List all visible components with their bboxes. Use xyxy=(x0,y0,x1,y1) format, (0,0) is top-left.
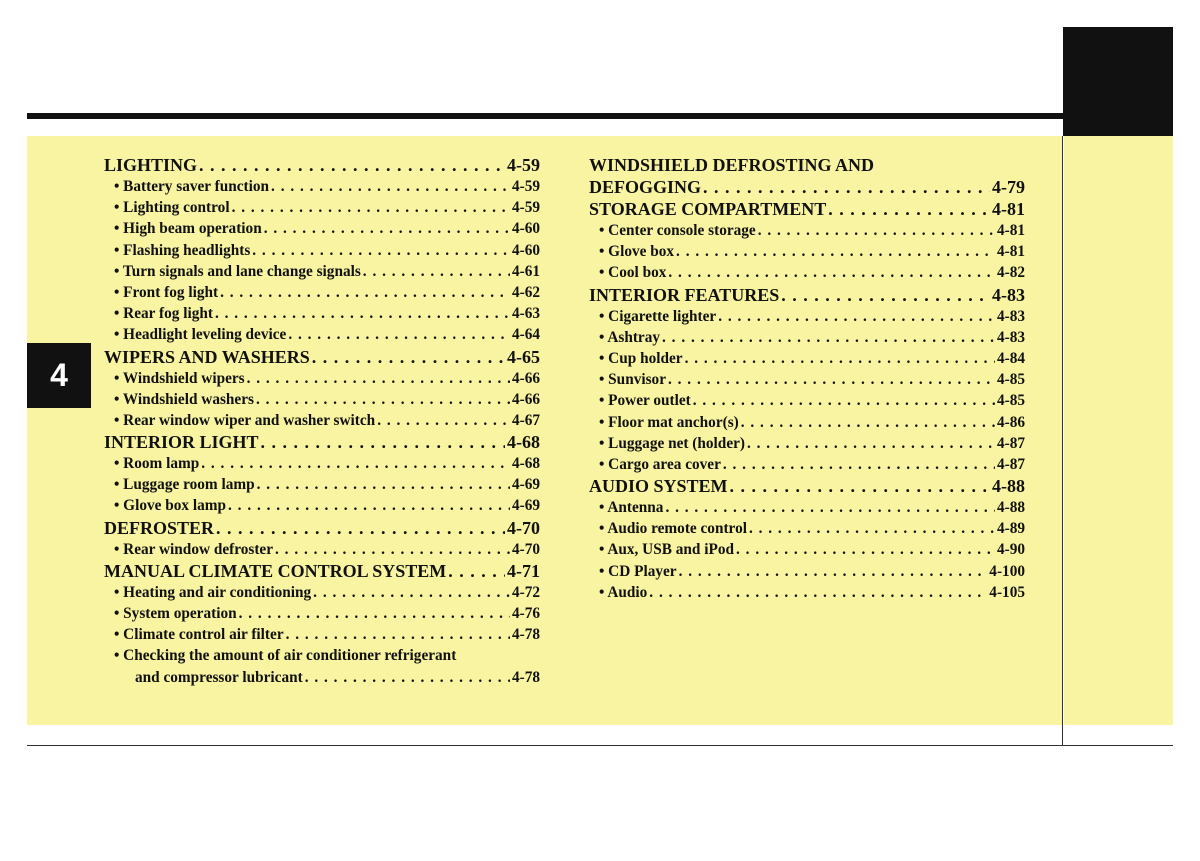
toc-entry-label: DEFROSTER xyxy=(104,517,215,538)
toc-page-number: 4-90 xyxy=(996,541,1025,559)
toc-leader-dots xyxy=(239,603,510,624)
toc-page-number: 4-63 xyxy=(511,305,540,323)
toc-entry-label: WINDSHIELD DEFROSTING AND xyxy=(589,155,875,175)
toc-page-number: 4-105 xyxy=(989,583,1025,601)
toc-page-number: 4-76 xyxy=(511,605,540,622)
toc-subentry[interactable] xyxy=(589,306,1025,327)
toc-page-number: 4-84 xyxy=(996,349,1025,367)
header-rule xyxy=(27,113,1063,119)
toc-leader-dots xyxy=(730,475,990,497)
toc-page-number: 4-83 xyxy=(992,284,1025,305)
toc-entry-label: • High beam operation xyxy=(114,220,262,238)
toc-entry-label: • Climate control air filter xyxy=(114,626,284,644)
toc-leader-dots xyxy=(736,539,995,560)
toc-leader-dots xyxy=(286,624,510,645)
toc-entry-label: • Power outlet xyxy=(599,392,691,410)
toc-leader-dots xyxy=(252,240,510,261)
toc-subentry[interactable] xyxy=(589,497,1025,518)
toc-entry-label: • Rear fog light xyxy=(114,305,213,323)
toc-page-number: 4-78 xyxy=(511,626,540,644)
toc-page-number: 4-87 xyxy=(996,455,1025,473)
toc-entry-label: • Headlight leveling device xyxy=(114,326,287,344)
toc-leader-dots xyxy=(275,539,510,560)
toc-leader-dots xyxy=(747,433,995,454)
toc-page-number: 4-66 xyxy=(511,390,540,408)
toc-entry-label: • Glove box lamp xyxy=(114,497,227,515)
toc-entry-label: • Cool box xyxy=(599,264,667,282)
toc-subentry[interactable] xyxy=(104,667,540,688)
toc-page-number: 4-60 xyxy=(511,220,540,238)
toc-page-number: 4-71 xyxy=(507,560,540,581)
toc-page-number: 4-83 xyxy=(996,328,1025,346)
toc-page-number: 4-69 xyxy=(511,497,540,515)
toc-entry-label: • Cigarette lighter xyxy=(599,307,717,325)
toc-leader-dots xyxy=(264,218,510,239)
toc-page-number: 4-83 xyxy=(996,307,1025,325)
toc-page-number: 4-88 xyxy=(996,499,1025,517)
toc-leader-dots xyxy=(363,261,510,282)
toc-page-number: 4-61 xyxy=(511,262,540,280)
toc-page-number: 4-87 xyxy=(996,434,1025,452)
toc-entry-label: • Audio xyxy=(599,583,648,601)
toc-leader-dots xyxy=(313,582,510,603)
toc-subentry[interactable] xyxy=(589,433,1025,454)
toc-entry-label: • Windshield washers xyxy=(114,390,254,408)
toc-section-entry[interactable] xyxy=(104,560,540,582)
toc-leader-dots xyxy=(199,154,505,176)
toc-entry-label: • Antenna xyxy=(599,499,664,517)
toc-section-entry[interactable] xyxy=(589,198,1025,220)
toc-entry-label: AUDIO SYSTEM xyxy=(589,476,728,497)
toc-leader-dots xyxy=(215,303,510,324)
toc-subentry[interactable] xyxy=(589,582,1025,603)
toc-page-number: 4-59 xyxy=(511,199,540,217)
toc-leader-dots xyxy=(758,220,995,241)
toc-entry-label: • Ashtray xyxy=(599,328,661,346)
toc-leader-dots xyxy=(718,306,995,327)
toc-entry-label: • Rear window defroster xyxy=(114,540,274,558)
toc-entry-label: MANUAL CLIMATE CONTROL SYSTEM xyxy=(104,560,447,581)
toc-entry-label: • Cargo area cover xyxy=(599,455,721,473)
toc-leader-dots xyxy=(685,348,995,369)
toc-subentry[interactable] xyxy=(589,327,1025,348)
toc-leader-dots xyxy=(271,176,510,197)
toc-entry-label: INTERIOR LIGHT xyxy=(104,432,259,453)
toc-leader-dots xyxy=(668,369,995,390)
chapter-header-block xyxy=(1063,27,1173,136)
toc-entry-label: DEFOGGING xyxy=(589,177,702,197)
toc-entry-label: • Turn signals and lane change signals xyxy=(114,262,361,280)
toc-leader-dots xyxy=(201,453,510,474)
toc-entry-label: LIGHTING xyxy=(104,155,198,175)
toc-page-number: 4-65 xyxy=(507,346,540,367)
toc-entry-label: • Battery saver function xyxy=(114,178,270,195)
toc-subentry[interactable] xyxy=(589,454,1025,475)
toc-entry-label: • Windshield wipers xyxy=(114,369,245,387)
toc-page-number: 4-89 xyxy=(996,520,1025,538)
toc-section-entry[interactable] xyxy=(104,517,540,539)
toc-subentry[interactable] xyxy=(104,624,540,645)
toc-section-entry[interactable] xyxy=(589,284,1025,306)
toc-page-number: 4-68 xyxy=(511,455,540,473)
toc-entry-label: • System operation xyxy=(114,605,237,622)
toc-page-number: 4-67 xyxy=(511,411,540,429)
toc-leader-dots xyxy=(220,282,510,303)
toc-entry-label: • Cup holder xyxy=(599,349,683,367)
toc-subentry[interactable] xyxy=(104,474,540,495)
toc-leader-dots xyxy=(676,241,995,262)
toc-leader-dots xyxy=(261,431,505,453)
toc-subentry[interactable] xyxy=(104,410,540,431)
toc-page-number: 4-79 xyxy=(992,177,1025,197)
toc-leader-dots xyxy=(668,262,995,283)
toc-page-number: 4-81 xyxy=(996,243,1025,261)
toc-page-number: 4-81 xyxy=(996,222,1025,239)
toc-right-column xyxy=(589,154,1025,603)
toc-leader-dots xyxy=(693,390,995,411)
toc-subentry[interactable] xyxy=(589,412,1025,433)
vertical-divider xyxy=(1062,136,1063,746)
toc-leader-dots xyxy=(247,368,510,389)
toc-entry-label: • Sunvisor xyxy=(599,371,666,389)
toc-subentry[interactable] xyxy=(104,603,540,624)
toc-entry-label: • Aux, USB and iPod xyxy=(599,541,735,559)
toc-entry-label: • Heating and air conditioning xyxy=(114,583,312,601)
toc-subentry[interactable] xyxy=(589,390,1025,411)
toc-subentry[interactable] xyxy=(104,218,540,239)
toc-leader-dots xyxy=(828,198,990,220)
toc-leader-dots xyxy=(723,454,995,475)
toc-subentry[interactable] xyxy=(589,518,1025,539)
toc-left-column xyxy=(104,154,540,688)
toc-subentry[interactable] xyxy=(104,197,540,218)
toc-section-entry[interactable] xyxy=(589,176,1025,198)
toc-leader-dots xyxy=(665,497,995,518)
toc-section-entry[interactable] xyxy=(104,154,540,176)
toc-page-number: 4-82 xyxy=(996,264,1025,282)
toc-subentry[interactable] xyxy=(104,303,540,324)
toc-subentry[interactable] xyxy=(589,561,1025,582)
toc-page-number: 4-66 xyxy=(511,369,540,387)
toc-leader-dots xyxy=(662,327,995,348)
toc-entry-label: • Luggage net (holder) xyxy=(599,434,745,452)
toc-entry-label: • Room lamp xyxy=(114,455,200,473)
toc-entry-label: STORAGE COMPARTMENT xyxy=(589,199,827,219)
toc-section-entry[interactable] xyxy=(104,346,540,368)
toc-subentry[interactable] xyxy=(104,368,540,389)
toc-page-number: 4-85 xyxy=(996,392,1025,410)
toc-entry-label: and compressor lubricant xyxy=(135,668,303,686)
toc-entry-label: • Front fog light xyxy=(114,283,219,301)
toc-leader-dots xyxy=(741,412,995,433)
toc-leader-dots xyxy=(448,560,505,582)
toc-entry-label: • Audio remote control xyxy=(599,520,747,538)
toc-subentry[interactable] xyxy=(104,582,540,603)
toc-page-number: 4-64 xyxy=(511,326,540,344)
toc-leader-dots xyxy=(749,518,995,539)
toc-entry-label: • Luggage room lamp xyxy=(114,476,255,494)
toc-section-entry[interactable] xyxy=(104,431,540,453)
toc-subentry[interactable] xyxy=(589,539,1025,560)
toc-subentry[interactable] xyxy=(104,261,540,282)
toc-page-number: 4-78 xyxy=(511,668,540,686)
toc-entry-label: • Rear window wiper and washer switch xyxy=(114,411,376,429)
toc-subentry[interactable] xyxy=(104,176,540,197)
toc-page-number: 4-85 xyxy=(996,371,1025,389)
toc-entry-label: • Flashing headlights xyxy=(114,241,251,259)
toc-entry-label: • Lighting control xyxy=(114,199,230,217)
chapter-number-tab[interactable]: 4 xyxy=(27,343,91,408)
toc-page-number: 4-60 xyxy=(511,241,540,259)
toc-page-number: 4-62 xyxy=(511,283,540,301)
toc-subentry[interactable] xyxy=(104,645,540,666)
toc-section-entry[interactable] xyxy=(589,475,1025,497)
toc-page-number: 4-86 xyxy=(996,413,1025,431)
toc-leader-dots xyxy=(377,410,510,431)
toc-leader-dots xyxy=(781,284,990,306)
toc-subentry[interactable] xyxy=(589,241,1025,262)
toc-page-number: 4-100 xyxy=(989,562,1025,580)
toc-leader-dots xyxy=(232,197,510,218)
toc-entry-label: • Center console storage xyxy=(599,222,756,239)
toc-leader-dots xyxy=(703,176,990,198)
toc-entry-label: • Glove box xyxy=(599,243,675,261)
toc-subentry[interactable] xyxy=(104,539,540,560)
toc-page-number: 4-88 xyxy=(992,476,1025,497)
toc-subentry[interactable] xyxy=(589,369,1025,390)
toc-leader-dots xyxy=(312,346,505,368)
toc-section-entry[interactable] xyxy=(589,154,1025,176)
toc-leader-dots xyxy=(216,517,505,539)
toc-subentry[interactable] xyxy=(104,282,540,303)
toc-subentry[interactable] xyxy=(589,262,1025,283)
toc-page-number: 4-59 xyxy=(507,155,540,175)
toc-entry-label: INTERIOR FEATURES xyxy=(589,284,780,305)
toc-entry-label: WIPERS AND WASHERS xyxy=(104,346,310,367)
toc-entry-label: • CD Player xyxy=(599,562,677,580)
toc-subentry[interactable] xyxy=(104,389,540,410)
toc-leader-dots xyxy=(679,561,988,582)
footer-rule xyxy=(27,745,1173,746)
toc-leader-dots xyxy=(257,474,510,495)
toc-page-number: 4-70 xyxy=(507,517,540,538)
toc-page-number: 4-81 xyxy=(992,199,1025,219)
toc-leader-dots xyxy=(288,324,510,345)
toc-subentry[interactable] xyxy=(104,240,540,261)
toc-leader-dots xyxy=(649,582,987,603)
toc-leader-dots xyxy=(256,389,510,410)
toc-subentry[interactable] xyxy=(589,220,1025,241)
toc-subentry[interactable] xyxy=(589,348,1025,369)
toc-subentry[interactable] xyxy=(104,324,540,345)
side-margin-panel xyxy=(1064,136,1173,725)
toc-entry-label: • Floor mat anchor(s) xyxy=(599,413,739,431)
toc-page-number: 4-69 xyxy=(511,476,540,494)
toc-page-number: 4-68 xyxy=(507,432,540,453)
toc-subentry[interactable] xyxy=(104,495,540,516)
toc-entry-label: • Checking the amount of air conditioner refrigerant xyxy=(114,647,457,665)
toc-page-number: 4-72 xyxy=(511,583,540,601)
toc-subentry[interactable] xyxy=(104,453,540,474)
toc-page-number: 4-70 xyxy=(511,540,540,558)
toc-leader-dots xyxy=(228,495,510,516)
toc-page-number: 4-59 xyxy=(511,178,540,195)
toc-leader-dots xyxy=(305,667,510,688)
